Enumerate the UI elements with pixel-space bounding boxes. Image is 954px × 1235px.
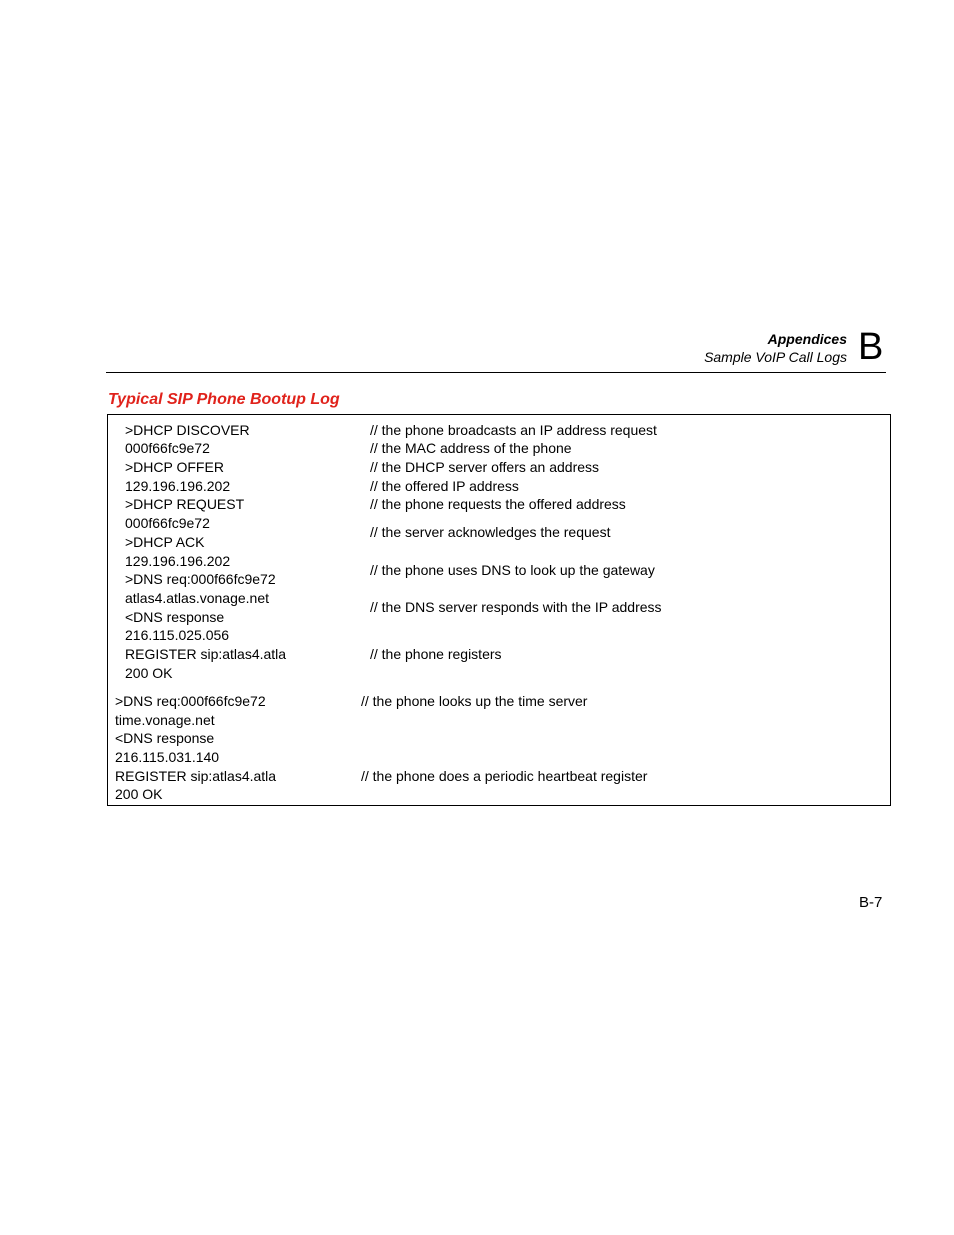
log-line: atlas4.atlas.vonage.net xyxy=(125,590,269,606)
log-line: 129.196.196.202 xyxy=(125,553,231,569)
log-line: time.vonage.net xyxy=(115,712,215,728)
log-comment: // the MAC address of the phone xyxy=(370,440,572,456)
log-comment: // the server acknowledges the request xyxy=(370,524,611,540)
log-comment: // the phone registers xyxy=(370,646,502,662)
log-line: 200 OK xyxy=(115,786,163,802)
log-line: 000f66fc9e72 xyxy=(125,515,210,531)
log-comment: // the DHCP server offers an address xyxy=(370,459,600,475)
log-line: 129.196.196.202 xyxy=(125,478,231,494)
log-line: >DHCP OFFER xyxy=(125,459,224,475)
log-comment: // the phone requests the offered address xyxy=(370,496,626,512)
log-comment: // the offered IP address xyxy=(370,478,519,494)
log-line: >DHCP DISCOVER xyxy=(125,422,250,438)
log-line: 000f66fc9e72 xyxy=(125,440,210,456)
log-line: 200 OK xyxy=(125,665,173,681)
log-line: 216.115.031.140 xyxy=(115,749,220,765)
log-comment: // the DNS server responds with the IP address xyxy=(370,599,662,615)
log-line: <DNS response xyxy=(125,609,225,625)
log-line: >DNS req:000f66fc9e72 xyxy=(115,693,266,709)
log-line: REGISTER sip:atlas4.atla xyxy=(115,768,277,784)
header-subtitle: Sample VoIP Call Logs xyxy=(704,349,847,365)
header-title: Appendices xyxy=(767,331,847,347)
log-comment: // the phone does a periodic heartbeat register xyxy=(361,768,648,784)
log-line: REGISTER sip:atlas4.atla xyxy=(125,646,287,662)
section-title: Typical SIP Phone Bootup Log xyxy=(108,391,340,408)
log-line: <DNS response xyxy=(115,730,215,746)
log-line: >DHCP ACK xyxy=(125,534,205,550)
log-comment: // the phone uses DNS to look up the gateway xyxy=(370,562,655,578)
chapter-letter: B xyxy=(858,326,884,368)
log-line: 216.115.025.056 xyxy=(125,627,230,643)
header-rule xyxy=(106,372,886,373)
log-comment: // the phone broadcasts an IP address request xyxy=(370,422,657,438)
page-number: B-7 xyxy=(859,894,883,911)
log-comment: // the phone looks up the time server xyxy=(361,693,588,709)
log-line: >DNS req:000f66fc9e72 xyxy=(125,571,276,587)
log-line: >DHCP REQUEST xyxy=(125,496,245,512)
log-box xyxy=(107,414,891,806)
